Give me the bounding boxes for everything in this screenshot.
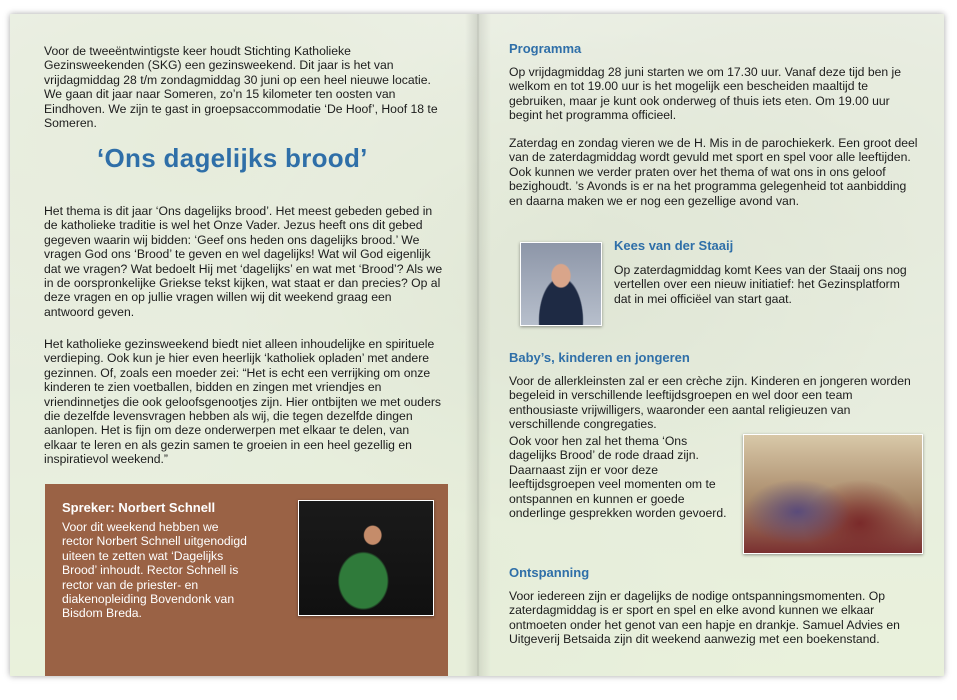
page-title: ‘Ons dagelijks brood’ <box>97 143 368 173</box>
kees-photo <box>520 242 602 326</box>
speaker-text: Voor dit weekend hebben we rector Norbert Schnell uitgenodigd uiteen te zetten wat ‘Dagelijks Brood’ inhoudt. Rector Schnell is rector van de priester- en diakenopleiding Bovendonk van Bisdom Breda. <box>62 520 247 621</box>
speaker-heading: Spreker: Norbert Schnell <box>62 500 216 515</box>
babys-paragraph-2: Ook voor hen zal het thema ‘Ons dagelijks Brood’ de rode draad zijn. Daarnaast zijn er voor deze leeftijdsgroepen veel momenten om te ontspannen en kunnen er goede onderlinge gesprekken worden gevoerd. <box>509 434 727 521</box>
speaker-box <box>45 484 448 676</box>
theme-paragraph: Het thema is dit jaar ‘Ons dagelijks brood’. Het meest gebeden gebed in de katholieke traditie is wel het Onze Vader. Jezus heeft ons dit gebed gegeven waarin wij bidden: ‘Geef ons heden ons dagelijks brood.’ We vragen God ons ‘Brood’ te geven en wel dagelijks! Wat wil God eigenlijk dat we vragen? Wat bedoelt Hij met ‘dagelijks’ en wat met ‘Brood’? Als we in de oorspronkelijke Griekse tekst kijken, wat staat er dan precies? Op al deze vragen en op jullie vragen willen wij dit weekend graag een antwoord geven. <box>44 204 443 319</box>
babys-paragraph-1: Voor de allerkleinsten zal er een crèche zijn. Kinderen en jongeren worden begeleid in verschillende leeftijdsgroepen en wel door een team enthousiaste vrijwilligers, waaronder een aantal religieuzen van verschillende congregaties. <box>509 374 911 432</box>
babys-heading: Baby’s, kinderen en jongeren <box>509 350 690 365</box>
left-page <box>10 14 477 676</box>
programma-paragraph-2: Zaterdag en zondag vieren we de H. Mis in de parochiekerk. Een groot deel van de zaterdagmiddag wordt gevuld met sport en spel voor alle leeftijden. Ook kunnen we verder praten over het thema of wat ons in ons geloof bezighoudt. ’s Avonds is er na het programma gelegenheid tot aanbidding en daarna maken we er nog een gezellige avond van. <box>509 136 918 208</box>
brochure-spread <box>10 14 944 676</box>
kees-text: Op zaterdagmiddag komt Kees van der Staaij ons nog vertellen over een nieuw initiatief: het Gezinsplatform dat in mei officiëel van start gaat. <box>614 263 907 306</box>
ontspanning-heading: Ontspanning <box>509 565 590 580</box>
programma-heading: Programma <box>509 41 582 56</box>
right-page <box>477 14 944 676</box>
family-paragraph: Het katholieke gezinsweekend biedt niet alleen inhoudelijke en spirituele verdieping. Ook kun je hier even heerlijk ‘katholiek opladen’ met andere gezinnen. Of, zoals een moeder zei: “Het is echt een verrijking om onze kinderen te zien voetballen, bidden en zingen met vriendjes en vriendinnetjes die ook geloofsgenootjes zijn. Hier ontbijten we met ouders die dezelfde levensvragen hebben als wij, die tegen dezelfde dingen aanlopen. Het is fijn om deze onderwerpen met elkaar te delen, van elkaar te leren en als gezin samen te groeien in een heel gezellig en inspiratievol weekend.” <box>44 337 442 467</box>
ontspanning-paragraph: Voor iedereen zijn er dagelijks de nodige ontspanningsmomenten. Op zaterdagmiddag is er sport en spel en elke avond kunnen we elkaar ontmoeten onder het genot van een hapje en drankje. Samuel Advies en Uitgeverij Betsaida zijn dit weekend aanwezig met een boekenstand. <box>509 589 900 647</box>
kees-heading: Kees van der Staaij <box>614 238 734 253</box>
church-photo <box>743 434 923 554</box>
intro-paragraph: Voor de tweeëntwintigste keer houdt Stichting Katholieke Gezinsweekenden (SKG) een gezinsweekend. Dit jaar is het van vrijdagmiddag 28 t/m zondagmiddag 30 juni op een heel nieuwe locatie. We gaan dit jaar naar Someren, zo’n 15 kilometer ten oosten van Eindhoven. We zijn te gast in groepsaccommodatie ‘De Hoof’, Hoof 18 te Someren. <box>44 44 438 131</box>
speaker-photo <box>298 500 434 616</box>
programma-paragraph-1: Op vrijdagmiddag 28 juni starten we om 17.30 uur. Vanaf deze tijd ben je welkom en tot 19.00 uur is het mogelijk een bescheiden maaltijd te gebruiken, maar je kunt ook onderweg of thuis iets eten. Om 19.00 uur begint het programma officieel. <box>509 65 902 123</box>
